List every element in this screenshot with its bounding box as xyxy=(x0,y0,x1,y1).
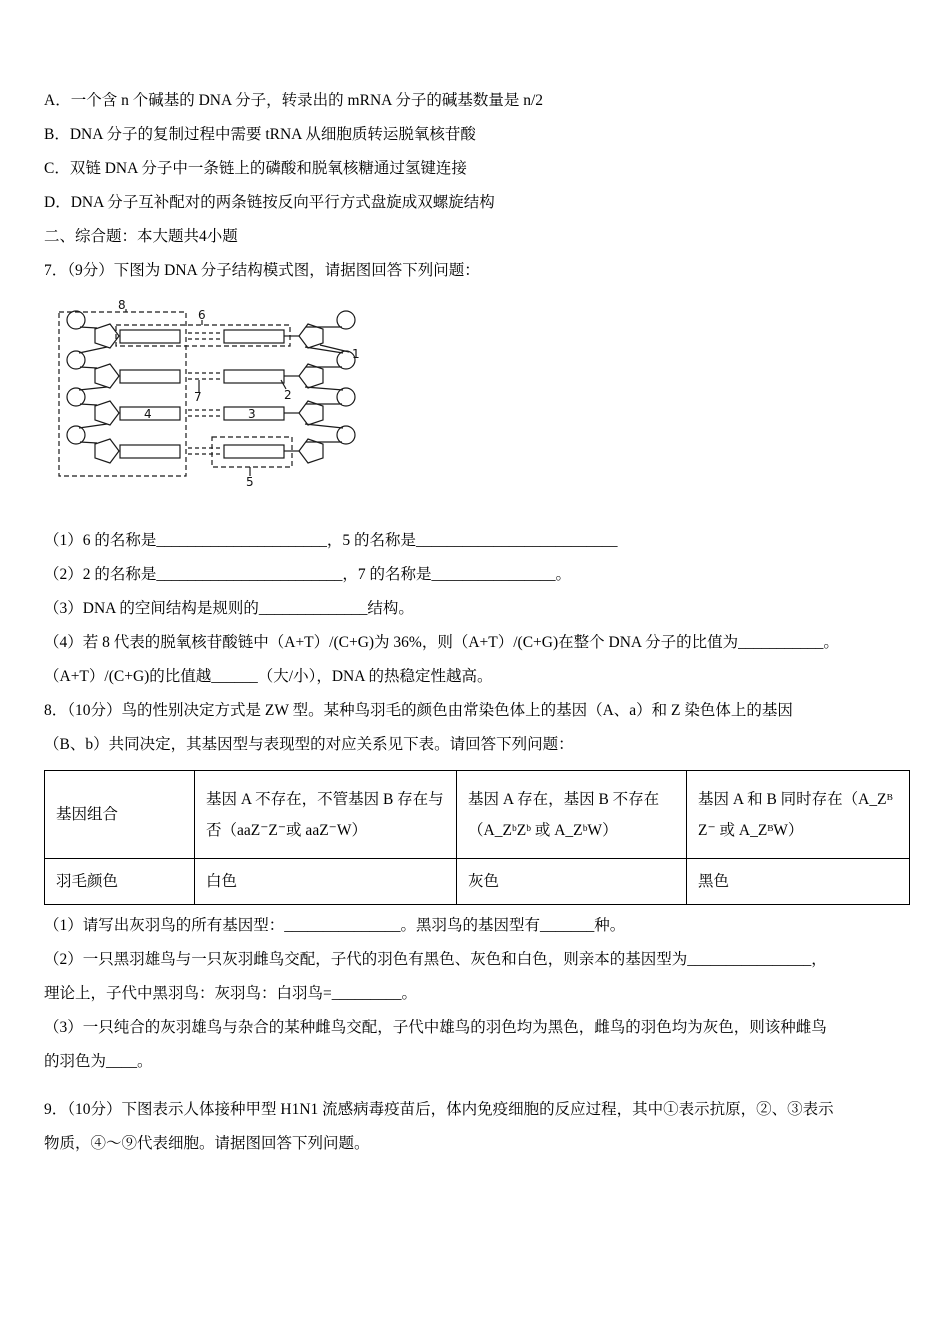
q9-stem-line2: 物质，④～⑨代表细胞。请据图回答下列问题。 xyxy=(44,1135,370,1152)
phosphate-circle xyxy=(337,388,355,406)
diagram-label-2: 2 xyxy=(284,388,292,402)
base-rect xyxy=(120,330,180,343)
option-c: C．双链 DNA 分子中一条链上的磷酸和脱氧核糖通过氢键连接 xyxy=(44,160,467,177)
table-cell: 基因 A 和 B 同时存在（A_ZᴮZ⁻ 或 A_ZᴮW） xyxy=(687,771,910,859)
sugar-pentagon xyxy=(299,324,323,348)
phosphate-circle xyxy=(337,311,355,329)
sugar-pentagon xyxy=(299,439,323,463)
option-b: B．DNA 分子的复制过程中需要 tRNA 从细胞质转运脱氧核苷酸 xyxy=(44,126,476,143)
dna-diagram-svg xyxy=(54,300,374,490)
diagram-label-4: 4 xyxy=(144,407,152,421)
phosphate-circle xyxy=(337,426,355,444)
option-d: D．DNA 分子互补配对的两条链按反向平行方式盘旋成双螺旋结构 xyxy=(44,194,495,211)
table-rowheader: 羽毛颜色 xyxy=(45,859,195,905)
q8-stem-line1: 8．（10分）鸟的性别决定方式是 ZW 型。某种鸟羽毛的颜色由常染色体上的基因（A、a）和 Z 染色体上的基因 xyxy=(44,702,793,719)
diagram-label-5: 5 xyxy=(246,475,254,489)
phosphate-circle xyxy=(67,426,85,444)
diagram-label-7: 7 xyxy=(194,390,202,404)
diagram-label-8: 8 xyxy=(118,300,126,312)
q8-sub2-cont: 理论上，子代中黑羽鸟：灰羽鸟：白羽鸟=_________。 xyxy=(44,985,417,1002)
q7-sub4-cont: （A+T）/(C+G)的比值越______（大/小），DNA 的热稳定性越高。 xyxy=(44,668,493,685)
table-cell: 基因 A 不存在，不管基因 B 存在与否（aaZ⁻Z⁻或 aaZ⁻W） xyxy=(195,771,457,859)
q8-sub2: （2）一只黑羽雄鸟与一只灰羽雌鸟交配，子代的羽色有黑色、灰色和白色，则亲本的基因型为________________， xyxy=(44,951,827,968)
q7-stem: 7．（9分）下图为 DNA 分子结构模式图，请据图回答下列问题： xyxy=(44,262,480,279)
base-rect xyxy=(224,445,284,458)
q7-sub2: （2）2 的名称是________________________，7 的名称是________________。 xyxy=(44,566,572,583)
base-rect xyxy=(224,370,284,383)
q9-stem-line1: 9．（10分）下图表示人体接种甲型 H1N1 流感病毒疫苗后，体内免疫细胞的反应过程，其中①表示抗原，②、③表示 xyxy=(44,1101,834,1118)
diagram-label-1: 1 xyxy=(352,347,360,361)
phosphate-circle xyxy=(67,351,85,369)
dna-structure-diagram xyxy=(54,300,910,490)
table-rowheader: 基因组合 xyxy=(45,771,195,859)
sugar-pentagon xyxy=(95,439,119,463)
table-row xyxy=(45,859,910,905)
q8-sub3: （3）一只纯合的灰羽雄鸟与杂合的某种雌鸟交配，子代中雄鸟的羽色均为黑色，雌鸟的羽色均为灰色，则该种雌鸟 xyxy=(44,1019,827,1036)
sugar-pentagon xyxy=(95,364,119,388)
q7-sub1: （1）6 的名称是______________________，5 的名称是__________________________ xyxy=(44,532,618,549)
q8-sub3-cont: 的羽色为____。 xyxy=(44,1053,153,1070)
q8-stem-line2: （B、b）共同决定，其基因型与表现型的对应关系见下表。请回答下列问题： xyxy=(44,736,574,753)
phosphate-circle xyxy=(67,311,85,329)
sugar-pentagon xyxy=(299,401,323,425)
table-row xyxy=(45,771,910,859)
table-cell: 白色 xyxy=(195,859,457,905)
q7-sub4: （4）若 8 代表的脱氧核苷酸链中（A+T）/(C+G)为 36%，则（A+T）/(C+G)在整个 DNA 分子的比值为___________。 xyxy=(44,634,839,651)
diagram-label-3: 3 xyxy=(248,407,256,421)
q8-sub1: （1）请写出灰羽鸟的所有基因型：_______________。黑羽鸟的基因型有_______种。 xyxy=(44,917,626,934)
q9-block xyxy=(44,1093,910,1161)
table-cell: 基因 A 存在，基因 B 不存在（A_ZᵇZᵇ 或 A_ZᵇW） xyxy=(457,771,687,859)
sugar-pentagon xyxy=(95,401,119,425)
option-a: A．一个含 n 个碱基的 DNA 分子，转录出的 mRNA 分子的碱基数量是 n/2 xyxy=(44,92,544,109)
hydrogen-bonds xyxy=(188,333,220,454)
phosphate-circle xyxy=(67,388,85,406)
base-rect xyxy=(120,445,180,458)
table-cell: 黑色 xyxy=(687,859,910,905)
q7-sub3: （3）DNA 的空间结构是规则的______________结构。 xyxy=(44,600,414,617)
section2-header: 二、综合题：本大题共4小题 xyxy=(44,228,238,245)
strand-dashed-box xyxy=(59,312,186,476)
table-cell: 灰色 xyxy=(457,859,687,905)
base-rect xyxy=(120,370,180,383)
sugar-pentagon xyxy=(299,364,323,388)
diagram-label-6: 6 xyxy=(198,308,206,322)
q8-genotype-table xyxy=(44,770,910,905)
base-rect xyxy=(224,330,284,343)
